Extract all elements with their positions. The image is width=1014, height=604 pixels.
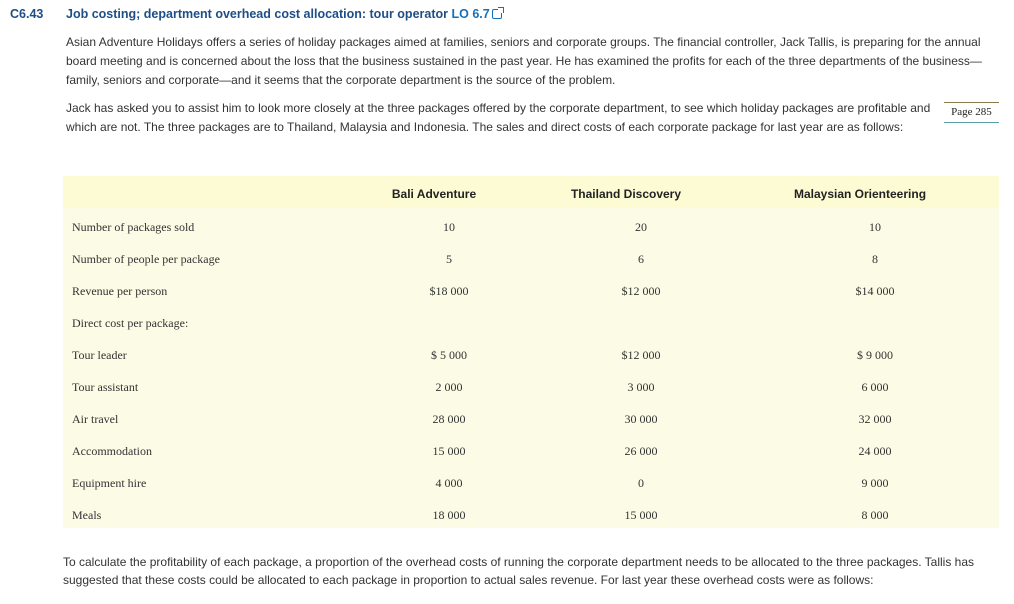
column-header-bali: Bali Adventure	[391, 187, 477, 201]
cell-value: 3 000	[627, 380, 655, 394]
cell-value: 32 000	[858, 412, 892, 426]
table-row	[63, 434, 999, 466]
cell-value: $ 9 000	[857, 348, 893, 362]
cell-value: 5	[446, 252, 452, 266]
column-header-malaysia: Malaysian Orienteering	[793, 187, 927, 201]
row-label: Direct cost per package:	[72, 316, 189, 330]
cell-value: 2 000	[435, 380, 463, 394]
row-label: Equipment hire	[72, 476, 147, 490]
cell-value: 10	[869, 220, 881, 234]
cell-value: $18 000	[429, 284, 469, 298]
table-row	[63, 370, 999, 402]
row-label: Accommodation	[72, 444, 152, 458]
question-title: Job costing; department overhead cost allocation: tour operator	[66, 7, 448, 21]
row-label: Revenue per person	[72, 284, 168, 298]
cell-value: $12 000	[621, 284, 661, 298]
page-reference: Page 285	[944, 102, 999, 123]
cell-value: 24 000	[858, 444, 892, 458]
overhead-paragraph: To calculate the profitability of each package, a proportion of the overhead costs of running the corporate department needs to be allocated to the three packages. Tallis has suggested that these costs could be allocated to each package in proportion to actual sales revenue. For last year these overhead costs were as follows:	[63, 555, 975, 587]
row-label: Tour leader	[72, 348, 127, 362]
package-costs-table	[63, 176, 999, 528]
cell-value: 8	[872, 252, 878, 266]
cell-value: $ 5 000	[431, 348, 467, 362]
cell-value: 20	[635, 220, 647, 234]
table-row	[63, 210, 999, 242]
column-header-thailand: Thailand Discovery	[570, 187, 682, 201]
cell-value: $14 000	[855, 284, 895, 298]
table-row	[63, 338, 999, 370]
row-label: Number of people per package	[72, 252, 220, 266]
cell-value: 9 000	[861, 476, 889, 490]
cell-value: 8 000	[861, 508, 889, 522]
table-row	[63, 242, 999, 274]
table-row	[63, 498, 999, 530]
table-row	[63, 306, 999, 338]
row-label: Tour assistant	[72, 380, 139, 394]
cell-value: 18 000	[432, 508, 466, 522]
intro-paragraph: Asian Adventure Holidays offers a series of holiday packages aimed at families, seniors and corporate groups. The financial controller, Jack Tallis, is preparing for the annual board meeting and is concerned about the loss that the business sustained in the past year. He has examined the profits for each of the three departments of the business—family, seniors and corporate—and it seems that the corporate department is the source of the problem.	[66, 35, 982, 87]
cell-value: 6	[638, 252, 644, 266]
row-label: Meals	[72, 508, 102, 522]
cell-value: 4 000	[435, 476, 463, 490]
question-number: C6.43	[10, 7, 44, 21]
row-label: Air travel	[72, 412, 119, 426]
table-row	[63, 402, 999, 434]
cell-value: $12 000	[621, 348, 661, 362]
table-row	[63, 466, 999, 498]
request-paragraph: Jack has asked you to assist him to look more closely at the three packages offered by the corporate department, to see which holiday packages are profitable and which are not. The three packages are to Thailand, Malaysia and Indonesia. The sales and direct costs of each corporate package for last year are as follows:	[66, 101, 931, 134]
cell-value: 6 000	[861, 380, 889, 394]
question-title-line	[66, 7, 502, 21]
external-link-icon[interactable]	[492, 9, 502, 19]
cell-value: 30 000	[624, 412, 658, 426]
cell-value: 28 000	[432, 412, 466, 426]
cell-value: 15 000	[624, 508, 658, 522]
table-header	[63, 176, 999, 208]
cell-value: 0	[638, 476, 644, 490]
cell-value: 15 000	[432, 444, 466, 458]
cell-value: 10	[443, 220, 455, 234]
learning-objective-link[interactable]: LO 6.7	[451, 7, 490, 21]
cell-value: 26 000	[624, 444, 658, 458]
row-label: Number of packages sold	[72, 220, 195, 234]
table-row	[63, 274, 999, 306]
